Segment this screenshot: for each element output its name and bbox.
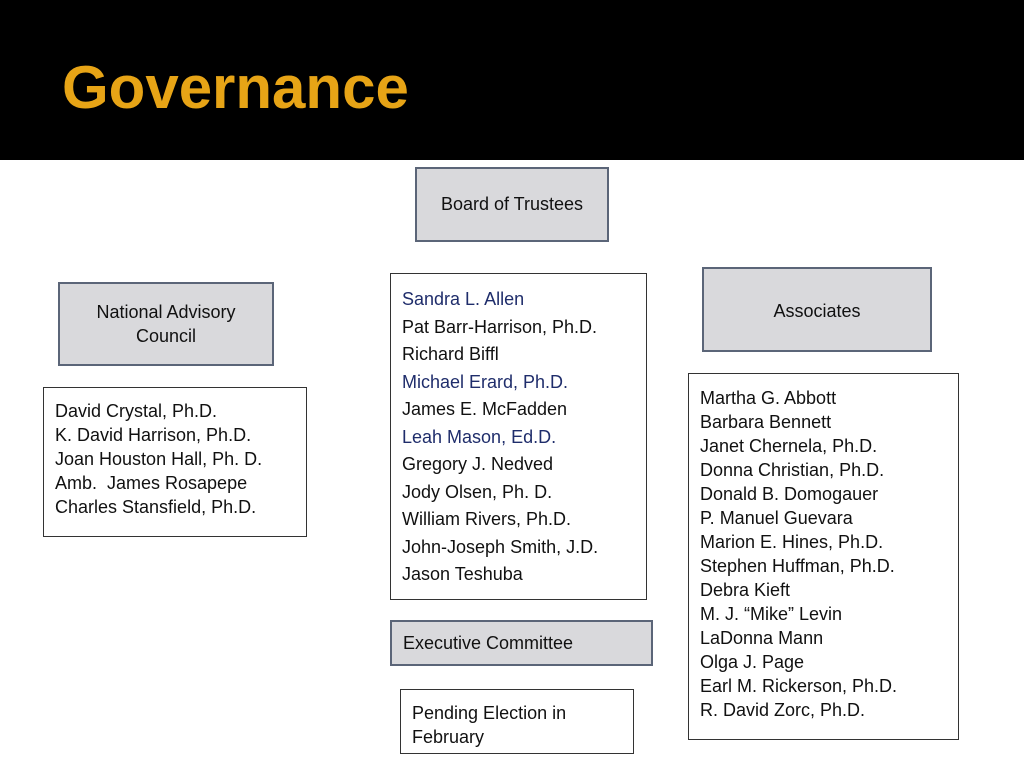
nac-label-line2: Council	[135, 326, 197, 346]
list-item: Gregory J. Nedved	[402, 454, 554, 474]
list-item: Sandra L. Allen	[402, 289, 525, 309]
pending-election-line1: Pending Election in	[412, 703, 567, 723]
board-of-trustees-box	[415, 167, 609, 242]
list-item: Amb. James Rosapepe	[55, 473, 248, 493]
pending-election-box	[400, 689, 634, 754]
list-item: Leah Mason, Ed.D.	[402, 426, 557, 447]
list-item: Richard Biffl	[402, 344, 499, 364]
list-item: Pat Barr-Harrison, Ph.D.	[402, 316, 598, 337]
list-item: Barbara Bennett	[700, 412, 832, 432]
list-item: David Crystal, Ph.D.	[55, 401, 218, 421]
list-item: Earl M. Rickerson, Ph.D.	[700, 676, 898, 696]
executive-committee-box	[390, 620, 653, 666]
list-item: Debra Kieft	[700, 580, 791, 600]
associates-members-list	[700, 386, 958, 722]
nac-members-box	[43, 387, 307, 537]
list-item: Martha G. Abbott	[700, 388, 837, 408]
executive-committee-label: Executive Committee	[403, 632, 574, 653]
list-item: Olga J. Page	[700, 652, 805, 672]
list-item: Jason Teshuba	[402, 564, 523, 584]
list-item: Jody Olsen, Ph. D.	[402, 481, 553, 502]
associates-label: Associates	[773, 301, 861, 321]
list-item: Joan Houston Hall, Ph. D.	[55, 449, 263, 469]
associates-box	[702, 267, 932, 352]
list-item: Michael Erard, Ph.D.	[402, 371, 569, 392]
list-item: Donald B. Domogauer	[700, 484, 879, 504]
list-item: Stephen Huffman, Ph.D.	[700, 556, 895, 576]
pending-election-line2: February	[412, 727, 485, 747]
nac-label-line1: National Advisory	[96, 302, 236, 322]
list-item: Donna Christian, Ph.D.	[700, 460, 885, 480]
list-item: K. David Harrison, Ph.D.	[55, 425, 252, 445]
nac-members-list	[55, 399, 306, 519]
list-item: Charles Stansfield, Ph.D.	[55, 497, 257, 517]
list-item: John-Joseph Smith, J.D.	[402, 536, 599, 557]
slide-title: Governance	[62, 54, 409, 121]
list-item: LaDonna Mann	[700, 628, 824, 648]
title-bar	[0, 0, 1024, 160]
list-item: P. Manuel Guevara	[700, 508, 853, 528]
list-item: Marion E. Hines, Ph.D.	[700, 532, 884, 552]
list-item: Janet Chernela, Ph.D.	[700, 436, 878, 456]
national-advisory-council-box	[58, 282, 274, 366]
trustees-members-list	[402, 286, 646, 589]
list-item: James E. McFadden	[402, 399, 568, 419]
list-item: William Rivers, Ph.D.	[402, 509, 572, 529]
associates-members-box	[688, 373, 959, 740]
list-item: M. J. “Mike” Levin	[700, 604, 843, 624]
board-of-trustees-label: Board of Trustees	[440, 194, 584, 214]
list-item: R. David Zorc, Ph.D.	[700, 700, 866, 720]
trustees-members-box	[390, 273, 647, 600]
